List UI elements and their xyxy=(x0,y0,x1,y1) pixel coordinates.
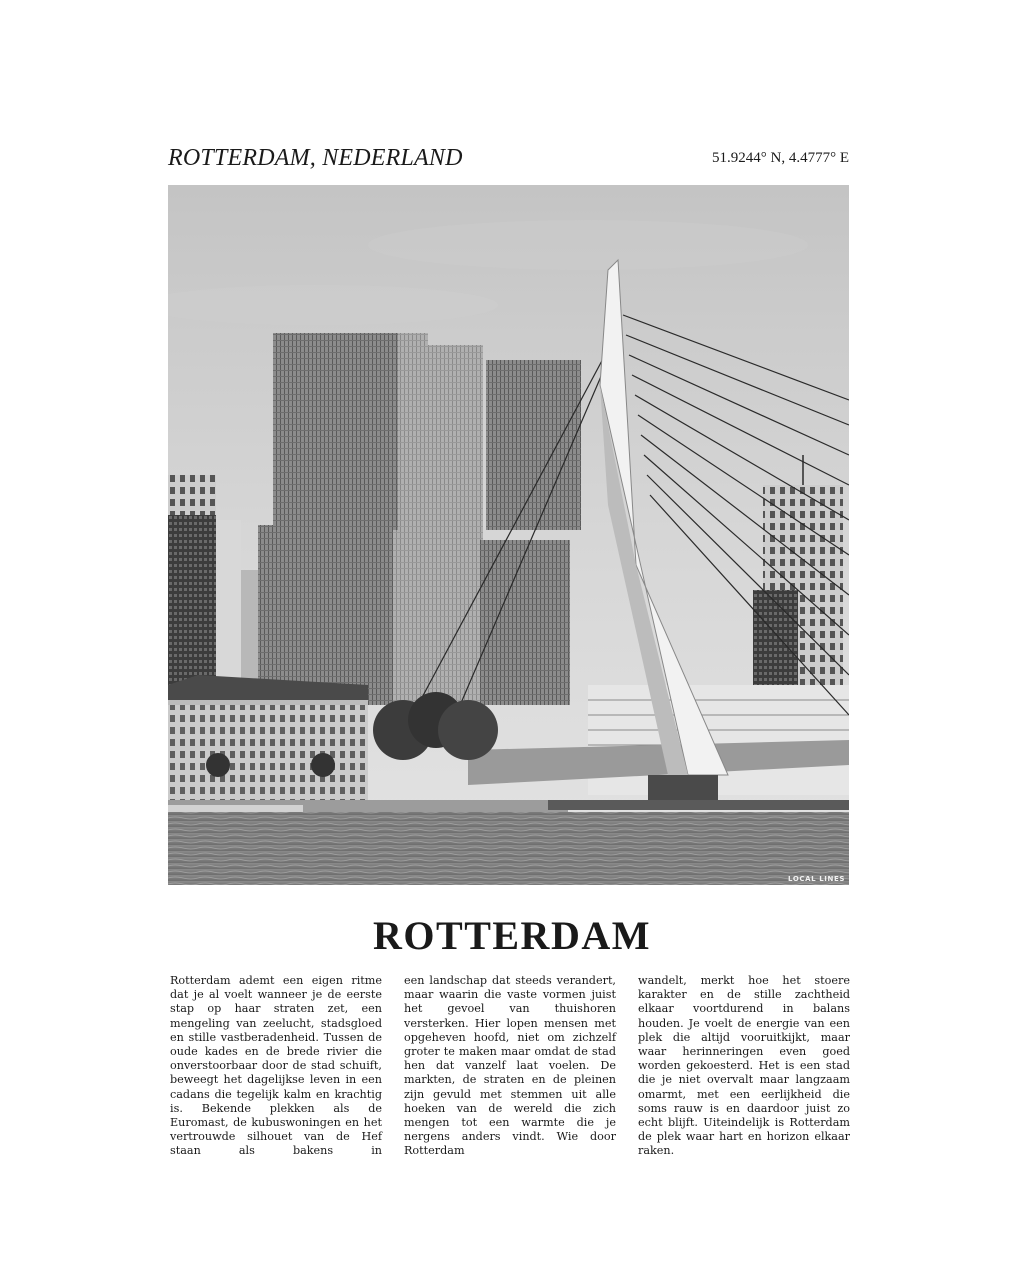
coordinates-label: 51.9244° N, 4.4777° E xyxy=(712,150,849,166)
skyline-illustration xyxy=(168,185,849,885)
body-text xyxy=(170,974,850,1159)
skyline-photo xyxy=(168,185,849,885)
body-column-3: wandelt, merkt hoe het stoere karakter en de stille zachtheid elkaar voortdurend in balans houden. Je voelt de energie van een plek die altijd vooruitkijkt, maar waar herinneringen even goed worden gekoesterd. Het is een stad die je niet overvalt maar langzaam omarmt, met een eerlijkheid die soms rauw is en daardoor juist zo echt blijft. Uiteindelijk is Rotterdam de plek waar hart en horizon elkaar raken. xyxy=(638,974,850,1158)
poster-title: ROTTERDAM xyxy=(373,913,651,958)
location-label: ROTTERDAM, NEDERLAND xyxy=(168,145,463,171)
photo-watermark: LOCAL LINES xyxy=(788,875,845,883)
body-column-1: Rotterdam ademt een eigen ritme dat je al voelt wanneer je de eerste stap op haar straten zet, een mengeling van zeelucht, stadsgloed en stille vastberadenheid. Tussen de oude kades en de brede rivier die onverstoorbaar door de stad schuift, beweegt het dagelijkse leven in een cadans die tegelijk kalm en krachtig is. Bekende plekken als de Euromast, de kubuswoningen en het vertrouwde silhouet van de Hef staan als bakens in xyxy=(170,974,382,1158)
body-column-2: een landschap dat steeds verandert, maar waarin die vaste vormen juist het gevoel van thuishoren versterken. Hier lopen mensen met opgeheven hoofd, niet om zichzelf groter te maken maar omdat de stad hen dat vanzelf laat voelen. De markten, de straten en de pleinen zijn gevuld met stemmen uit alle hoeken van de wereld die zich mengen tot een warmte die je nergens anders vindt. Wie door Rotterdam xyxy=(404,974,616,1158)
